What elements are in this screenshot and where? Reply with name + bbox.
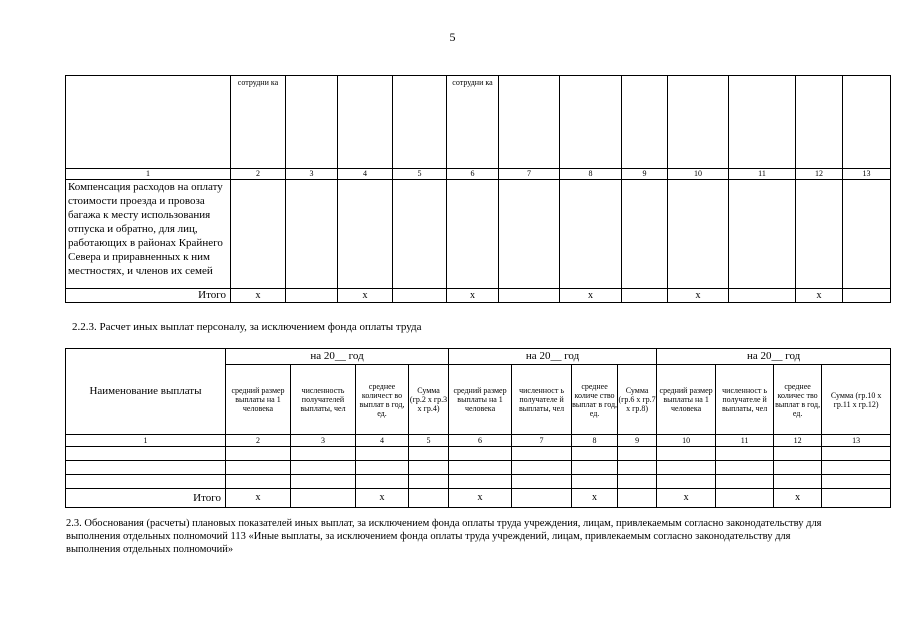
table-cell[interactable] <box>822 461 891 475</box>
table-cell[interactable] <box>843 180 891 289</box>
header-cell <box>66 76 231 169</box>
table-cell[interactable] <box>356 475 409 489</box>
table-cell[interactable] <box>512 447 572 461</box>
column-number: 13 <box>822 435 891 447</box>
total-cell: х <box>226 489 291 508</box>
total-cell: х <box>668 289 729 303</box>
table-cell[interactable] <box>572 475 618 489</box>
column-number: 3 <box>291 435 356 447</box>
table-cell[interactable] <box>226 461 291 475</box>
other-payments-table <box>65 348 891 508</box>
table-cell[interactable] <box>226 475 291 489</box>
header-cell <box>729 76 796 169</box>
table-cell[interactable] <box>449 447 512 461</box>
table-cell[interactable] <box>572 447 618 461</box>
table-cell[interactable] <box>66 461 226 475</box>
table-cell[interactable] <box>291 475 356 489</box>
payments-table-continued <box>65 75 891 303</box>
table-cell[interactable] <box>291 447 356 461</box>
total-cell: х <box>657 489 716 508</box>
table-cell[interactable] <box>774 475 822 489</box>
column-number: 12 <box>774 435 822 447</box>
year-header: на 20__ год <box>449 349 657 365</box>
column-number: 5 <box>393 169 447 180</box>
column-header: численность получателей выплаты, чел <box>291 365 356 435</box>
table-cell[interactable] <box>822 475 891 489</box>
header-cell <box>560 76 622 169</box>
total-cell: х <box>796 289 843 303</box>
table-row <box>66 475 891 489</box>
table-cell[interactable] <box>409 461 449 475</box>
table-cell[interactable] <box>356 461 409 475</box>
table1-header-row <box>66 76 891 169</box>
total-cell[interactable] <box>512 489 572 508</box>
column-header: Сумма (гр.2 х гр.3 х гр.4) <box>409 365 449 435</box>
column-header: Сумма (гр.6 х гр.7 х гр.8) <box>618 365 657 435</box>
total-label: Итого <box>66 289 231 303</box>
table-cell[interactable] <box>618 475 657 489</box>
table-cell[interactable] <box>716 447 774 461</box>
table-cell[interactable] <box>291 461 356 475</box>
table-cell[interactable] <box>716 461 774 475</box>
table2-total-row <box>66 489 891 508</box>
table-cell[interactable] <box>286 180 338 289</box>
column-number: 3 <box>286 169 338 180</box>
table-cell[interactable] <box>512 461 572 475</box>
column-number: 4 <box>356 435 409 447</box>
total-cell[interactable] <box>286 289 338 303</box>
header-cell <box>843 76 891 169</box>
table2-column-numbers-row <box>66 435 891 447</box>
total-label: Итого <box>66 489 226 508</box>
column-number: 5 <box>409 435 449 447</box>
table-cell[interactable] <box>409 447 449 461</box>
column-header: численност ь получателе й выплаты, чел <box>716 365 774 435</box>
column-number: 9 <box>622 169 668 180</box>
page-number: 5 <box>449 30 456 44</box>
header-cell <box>393 76 447 169</box>
column-header: численност ь получателе й выплаты, чел <box>512 365 572 435</box>
table-cell[interactable] <box>716 475 774 489</box>
total-cell: х <box>449 489 512 508</box>
name-header: Наименование выплаты <box>66 349 226 435</box>
compensation-row-label: Компенсация расходов на оплату стоимости проезда и провоза багажа к месту использования отпуска и обратно, для лиц, работающих в районах Крайнего Севера и приравненных к ним местностях, и членов их семей <box>66 180 231 289</box>
header-cell <box>796 76 843 169</box>
total-cell: х <box>572 489 618 508</box>
section-note: 2.3. Обоснования (расчеты) плановых показателей иных выплат, за исключением фонда оплаты труда учреждения, лицам, привлекаемым согласно законодательству для выполнения отдельных полномочий 113 «Иные выплаты, за исключением фонда оплаты труда учреждений, лицам, привлекаемым согласно законодательству для выполнения отдельных полномочий» <box>66 518 822 555</box>
total-cell: х <box>560 289 622 303</box>
header-cell <box>338 76 393 169</box>
column-number: 12 <box>796 169 843 180</box>
table-cell[interactable] <box>499 180 560 289</box>
table-cell[interactable] <box>447 180 499 289</box>
column-number: 4 <box>338 169 393 180</box>
total-cell[interactable] <box>843 289 891 303</box>
total-cell[interactable] <box>716 489 774 508</box>
table-cell[interactable] <box>356 447 409 461</box>
compensation-row <box>66 180 891 289</box>
header-cell <box>668 76 729 169</box>
table1-total-row <box>66 289 891 303</box>
column-number: 2 <box>231 169 286 180</box>
total-cell: х <box>231 289 286 303</box>
column-header: средний размер выплаты на 1 человека <box>657 365 716 435</box>
column-number: 13 <box>843 169 891 180</box>
table-cell[interactable] <box>449 475 512 489</box>
table1-column-numbers-row <box>66 169 891 180</box>
total-cell[interactable] <box>291 489 356 508</box>
table-row <box>66 461 891 475</box>
table-cell[interactable] <box>657 461 716 475</box>
column-header: Сумма (гр.10 х гр.11 х гр.12) <box>822 365 891 435</box>
total-cell[interactable] <box>822 489 891 508</box>
total-cell: х <box>338 289 393 303</box>
total-cell[interactable] <box>409 489 449 508</box>
table-cell[interactable] <box>618 461 657 475</box>
header-cell <box>622 76 668 169</box>
column-number: 6 <box>449 435 512 447</box>
total-cell: х <box>774 489 822 508</box>
column-number: 1 <box>66 435 226 447</box>
column-number: 8 <box>560 169 622 180</box>
total-cell[interactable] <box>393 289 447 303</box>
column-number: 7 <box>499 169 560 180</box>
table-cell[interactable] <box>393 180 447 289</box>
table-cell[interactable] <box>774 447 822 461</box>
table-cell[interactable] <box>66 447 226 461</box>
table2-year-row <box>66 349 891 365</box>
column-header: среднее количе ство выплат в год, ед. <box>572 365 618 435</box>
table-cell[interactable] <box>226 447 291 461</box>
column-header: средний размер выплаты на 1 человека <box>449 365 512 435</box>
total-cell: х <box>447 289 499 303</box>
column-number: 1 <box>66 169 231 180</box>
table-cell[interactable] <box>657 475 716 489</box>
table-cell[interactable] <box>796 180 843 289</box>
total-cell[interactable] <box>499 289 560 303</box>
table-cell[interactable] <box>729 180 796 289</box>
column-number: 10 <box>657 435 716 447</box>
column-header: средний размер выплаты на 1 человека <box>226 365 291 435</box>
column-number: 7 <box>512 435 572 447</box>
header-cell <box>499 76 560 169</box>
total-cell[interactable] <box>618 489 657 508</box>
year-header: на 20__ год <box>226 349 449 365</box>
table-cell[interactable] <box>560 180 622 289</box>
header-cell: сотрудни ка <box>447 76 499 169</box>
table-cell[interactable] <box>622 180 668 289</box>
table-row <box>66 447 891 461</box>
column-number: 6 <box>447 169 499 180</box>
table-cell[interactable] <box>774 461 822 475</box>
section-heading: 2.2.3. Расчет иных выплат персоналу, за исключением фонда оплаты труда <box>72 321 422 333</box>
table-cell[interactable] <box>66 475 226 489</box>
total-cell: х <box>356 489 409 508</box>
column-number: 11 <box>716 435 774 447</box>
table-cell[interactable] <box>338 180 393 289</box>
table-cell[interactable] <box>512 475 572 489</box>
table-cell[interactable] <box>449 461 512 475</box>
column-number: 10 <box>668 169 729 180</box>
table-cell[interactable] <box>618 447 657 461</box>
column-number: 8 <box>572 435 618 447</box>
column-header: среднее количест во выплат в год, ед. <box>356 365 409 435</box>
table-cell[interactable] <box>572 461 618 475</box>
column-number: 9 <box>618 435 657 447</box>
header-cell <box>286 76 338 169</box>
year-header: на 20__ год <box>657 349 891 365</box>
column-number: 11 <box>729 169 796 180</box>
total-cell[interactable] <box>729 289 796 303</box>
table-cell[interactable] <box>409 475 449 489</box>
header-cell: сотрудни ка <box>231 76 286 169</box>
column-header: среднее количес тво выплат в год, ед. <box>774 365 822 435</box>
table-cell[interactable] <box>822 447 891 461</box>
table-cell[interactable] <box>657 447 716 461</box>
table-cell[interactable] <box>668 180 729 289</box>
column-number: 2 <box>226 435 291 447</box>
table-cell[interactable] <box>231 180 286 289</box>
total-cell[interactable] <box>622 289 668 303</box>
